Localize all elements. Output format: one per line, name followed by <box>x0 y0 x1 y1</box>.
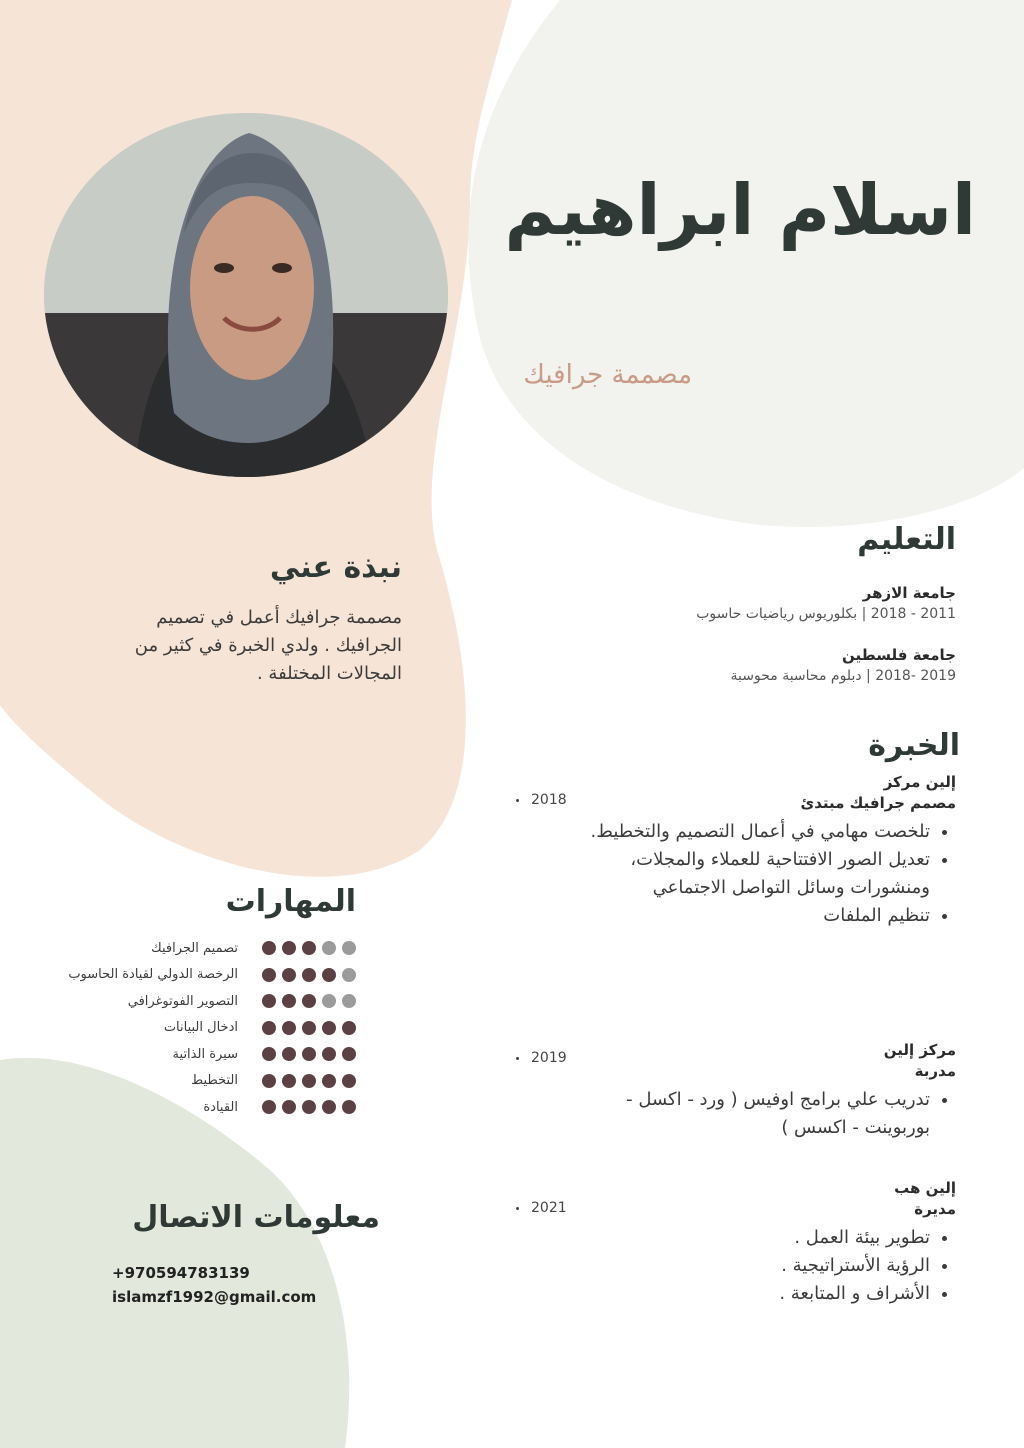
skill-dot-filled <box>322 968 336 982</box>
skill-dot-filled <box>342 1100 356 1114</box>
skill-row <box>26 1043 356 1065</box>
experience-bullet: • الرؤية الأستراتيجية . <box>556 1252 930 1280</box>
about-heading: نبذة عني <box>269 550 402 585</box>
person-name: اسلام ابراهيم <box>504 169 976 251</box>
experience-company: إلين هب <box>894 1179 956 1197</box>
email-address: islamzf1992@gmail.com <box>112 1288 317 1306</box>
profile-photo <box>44 113 448 477</box>
skill-dot-filled <box>302 941 316 955</box>
skill-dot-filled <box>282 1047 296 1061</box>
experience-bullets <box>556 818 956 930</box>
skill-dot-filled <box>262 1047 276 1061</box>
skill-level-dots <box>262 968 356 982</box>
skill-dot-filled <box>302 1021 316 1035</box>
job-title: مصممة جرافيك <box>523 360 692 390</box>
education-heading: التعليم <box>857 522 956 557</box>
education-institution: جامعة الازهر <box>862 584 956 602</box>
skill-dot-empty <box>342 994 356 1008</box>
skill-dot-filled <box>302 994 316 1008</box>
skill-dot-filled <box>262 1074 276 1088</box>
education-detail: 2011 - 2018 | بكلوريوس رياضيات حاسوب <box>696 606 956 622</box>
skill-dot-filled <box>302 968 316 982</box>
skill-dot-filled <box>282 1100 296 1114</box>
experience-bullets <box>556 1224 956 1308</box>
skill-name: القيادة <box>203 1099 238 1115</box>
education-item <box>536 584 956 622</box>
experience-bullet: • تطوير بيئة العمل . <box>556 1224 930 1252</box>
skill-dot-filled <box>282 1021 296 1035</box>
experience-item <box>556 1040 956 1142</box>
skill-level-dots <box>262 1047 356 1061</box>
contact-heading: معلومات الاتصال <box>132 1200 380 1235</box>
skill-name: التصوير الفوتوغرافي <box>127 993 238 1009</box>
skill-dot-filled <box>282 941 296 955</box>
education-detail: 2019 -2018 | دبلوم محاسبة محوسبة <box>730 668 956 684</box>
experience-company: مركز إلين <box>883 1041 956 1059</box>
phone-number: +970594783139 <box>112 1264 250 1282</box>
experience-bullet: • تلخصت مهامي في أعمال التصميم والتخطيط. <box>556 818 930 846</box>
education-institution: جامعة فلسطين <box>842 646 956 664</box>
experience-bullets <box>556 1086 956 1142</box>
experience-item <box>556 772 956 930</box>
skill-dot-empty <box>322 994 336 1008</box>
skill-name: تصميم الجرافيك <box>151 940 238 956</box>
skill-dot-empty <box>322 941 336 955</box>
skill-dot-filled <box>282 968 296 982</box>
skill-level-dots <box>262 1021 356 1035</box>
experience-role: مدربة <box>914 1062 956 1080</box>
experience-bullet: • الأشراف و المتابعة . <box>556 1280 930 1308</box>
skill-dot-filled <box>302 1047 316 1061</box>
skill-dot-filled <box>342 1074 356 1088</box>
experience-role: مصمم جرافيك مبتدئ <box>800 794 956 812</box>
skill-dot-filled <box>262 941 276 955</box>
skill-level-dots <box>262 994 356 1008</box>
mint-blob <box>468 0 1024 527</box>
skill-row <box>26 990 356 1012</box>
experience-bullet: • تعديل الصور الافتتاحية للعملاء والمجلات، ومنشورات وسائل التواصل الاجتماعي <box>556 846 930 902</box>
skill-level-dots <box>262 1074 356 1088</box>
skill-dot-filled <box>282 994 296 1008</box>
skill-dot-filled <box>342 1021 356 1035</box>
experience-year: 2021 <box>516 1200 567 1216</box>
skills-heading: المهارات <box>225 884 356 919</box>
skill-dot-filled <box>322 1100 336 1114</box>
skill-dot-filled <box>302 1074 316 1088</box>
experience-bullet: • تنظيم الملفات <box>556 902 930 930</box>
skill-row <box>26 1017 356 1039</box>
skill-row <box>26 937 356 959</box>
experience-company: إلين مركز <box>883 773 956 791</box>
experience-bullet: • تدريب علي برامج اوفيس ( ورد - اكسل - بوربوينت - اكسس ) <box>556 1086 930 1142</box>
skill-level-dots <box>262 1100 356 1114</box>
experience-role: مديرة <box>914 1200 956 1218</box>
skill-dot-empty <box>342 941 356 955</box>
experience-heading: الخبرة <box>868 728 960 763</box>
skill-dot-empty <box>342 968 356 982</box>
about-text: مصممة جرافيك أعمل في تصميم الجرافيك . ولدي الخبرة في كثير من المجالات المختلفة . <box>134 607 402 684</box>
education-item <box>536 646 956 684</box>
skill-name: ادخال البيانات <box>163 1020 238 1035</box>
experience-item <box>556 1178 956 1308</box>
skill-name: الرخصة الدولي لقيادة الحاسوب <box>68 967 238 982</box>
skill-row <box>26 1096 356 1118</box>
experience-year: 2018 <box>516 792 567 808</box>
skill-dot-filled <box>262 1021 276 1035</box>
skill-dot-filled <box>322 1074 336 1088</box>
skill-dot-filled <box>262 968 276 982</box>
skill-dot-filled <box>322 1047 336 1061</box>
skill-name: التخطيط <box>191 1073 238 1088</box>
skill-name: سيرة الذاتية <box>172 1046 238 1062</box>
skill-dot-filled <box>262 994 276 1008</box>
skill-dot-filled <box>302 1100 316 1114</box>
skill-dot-filled <box>342 1047 356 1061</box>
skill-row <box>26 964 356 986</box>
skill-dot-filled <box>282 1074 296 1088</box>
skill-dot-filled <box>262 1100 276 1114</box>
skill-row <box>26 1070 356 1092</box>
skill-dot-filled <box>322 1021 336 1035</box>
skill-level-dots <box>262 941 356 955</box>
experience-year: 2019 <box>516 1050 567 1066</box>
